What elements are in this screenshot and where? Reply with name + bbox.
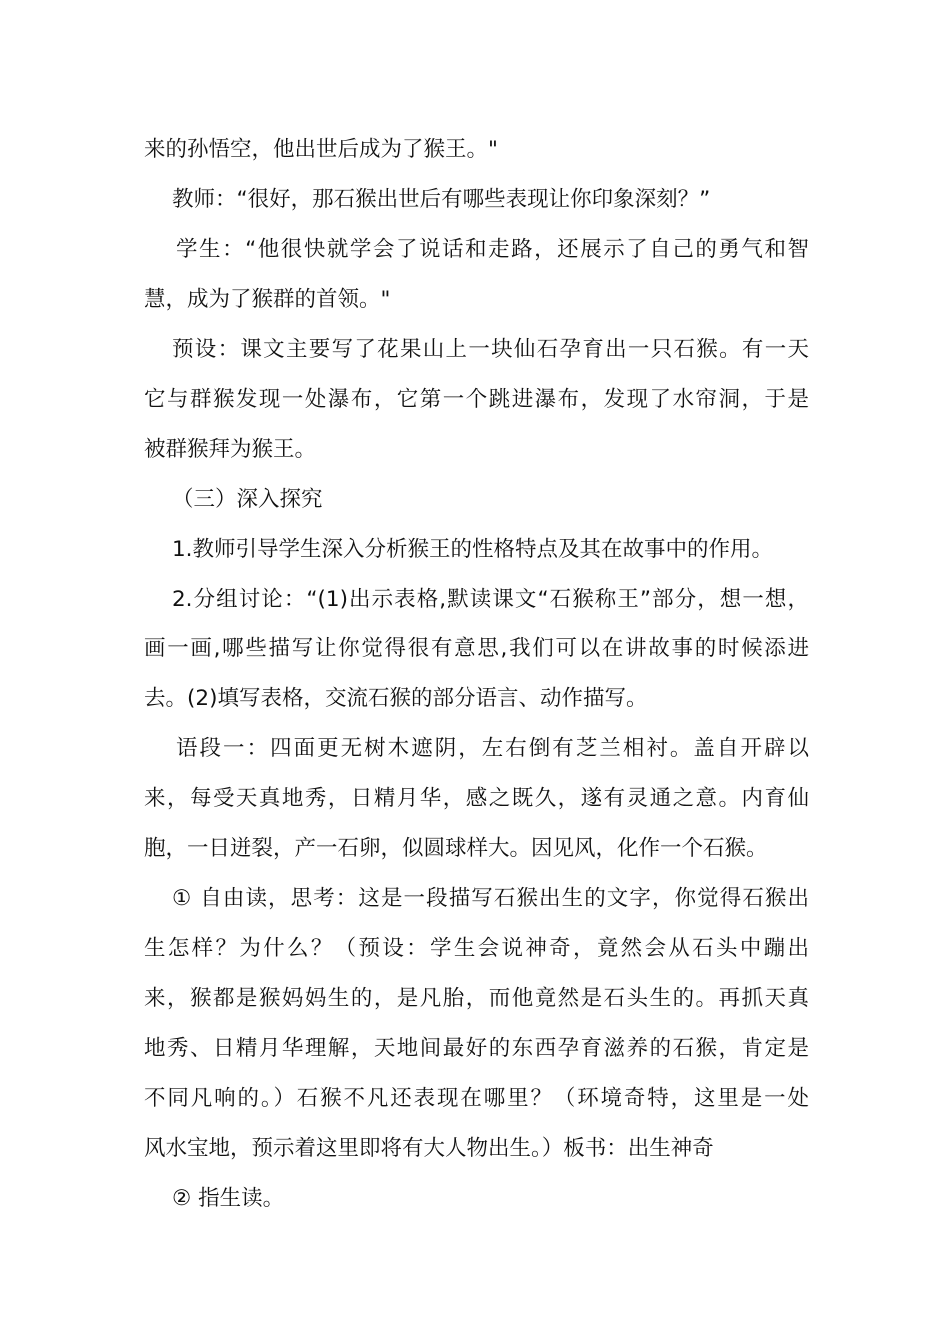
text-line-21: 风水宝地，预示着这里即将有大人物出生。）板书：出生神奇 (144, 1136, 714, 1161)
text-line-1: 来的孙悟空，他出世后成为了猴王。" (144, 137, 498, 162)
text-line-14: 来，每受天真地秀，日精月华，感之既久，遂有灵通之意。内育仙 (144, 786, 809, 811)
text-line-19: 地秀、日精月华理解，天地间最好的东西孕育滋养的石猴，肯定是 (144, 1036, 809, 1061)
text-line-18: 来，猴都是猴妈妈生的，是凡胎，而他竟然是石头生的。再抓天真 (144, 986, 809, 1011)
text-line-5: 预设：课文主要写了花果山上一块仙石孕育出一只石猴。有一天 (172, 337, 809, 362)
text-line-12: 去。(2)填写表格，交流石猴的部分语言、动作描写。 (144, 686, 648, 711)
text-line-3: 学生：“他很快就学会了说话和走路，还展示了自己的勇气和智 (176, 237, 809, 262)
text-line-6: 它与群猴发现一处瀑布，它第一个跳进瀑布，发现了水帘洞，于是 (144, 387, 809, 412)
text-line-16: ① 自由读，思考：这是一段描写石猴出生的文字，你觉得石猴出 (172, 886, 809, 911)
text-line-9: 1.教师引导学生深入分析猴王的性格特点及其在故事中的作用。 (172, 537, 774, 562)
text-line-10: 2.分组讨论：“(1)出示表格,默读课文“石猴称王”部分，想一想， (172, 587, 809, 612)
text-line-7: 被群猴拜为猴王。 (144, 437, 317, 462)
text-line-11: 画一画,哪些描写让你觉得很有意思,我们可以在讲故事的时候添进 (144, 636, 809, 661)
text-line-15: 胞，一日迸裂，产一石卵，似圆球样大。因见风，化作一个石猴。 (144, 836, 768, 861)
text-line-2: 教师：“很好，那石猴出世后有哪些表现让你印象深刻？” (172, 187, 711, 212)
text-line-4: 慧，成为了猴群的首领。" (144, 287, 391, 312)
text-line-17: 生怎样？为什么？（预设：学生会说神奇，竟然会从石头中蹦出 (144, 936, 809, 961)
text-line-20: 不同凡响的。）石猴不凡还表现在哪里？（环境奇特，这里是一处 (144, 1086, 809, 1111)
section-heading: （三）深入探究 (172, 487, 323, 512)
text-line-22: ② 指生读。 (172, 1186, 285, 1211)
text-line-13: 语段一：四面更无树木遮阴，左右倒有芝兰相衬。盖自开辟以 (176, 736, 809, 761)
